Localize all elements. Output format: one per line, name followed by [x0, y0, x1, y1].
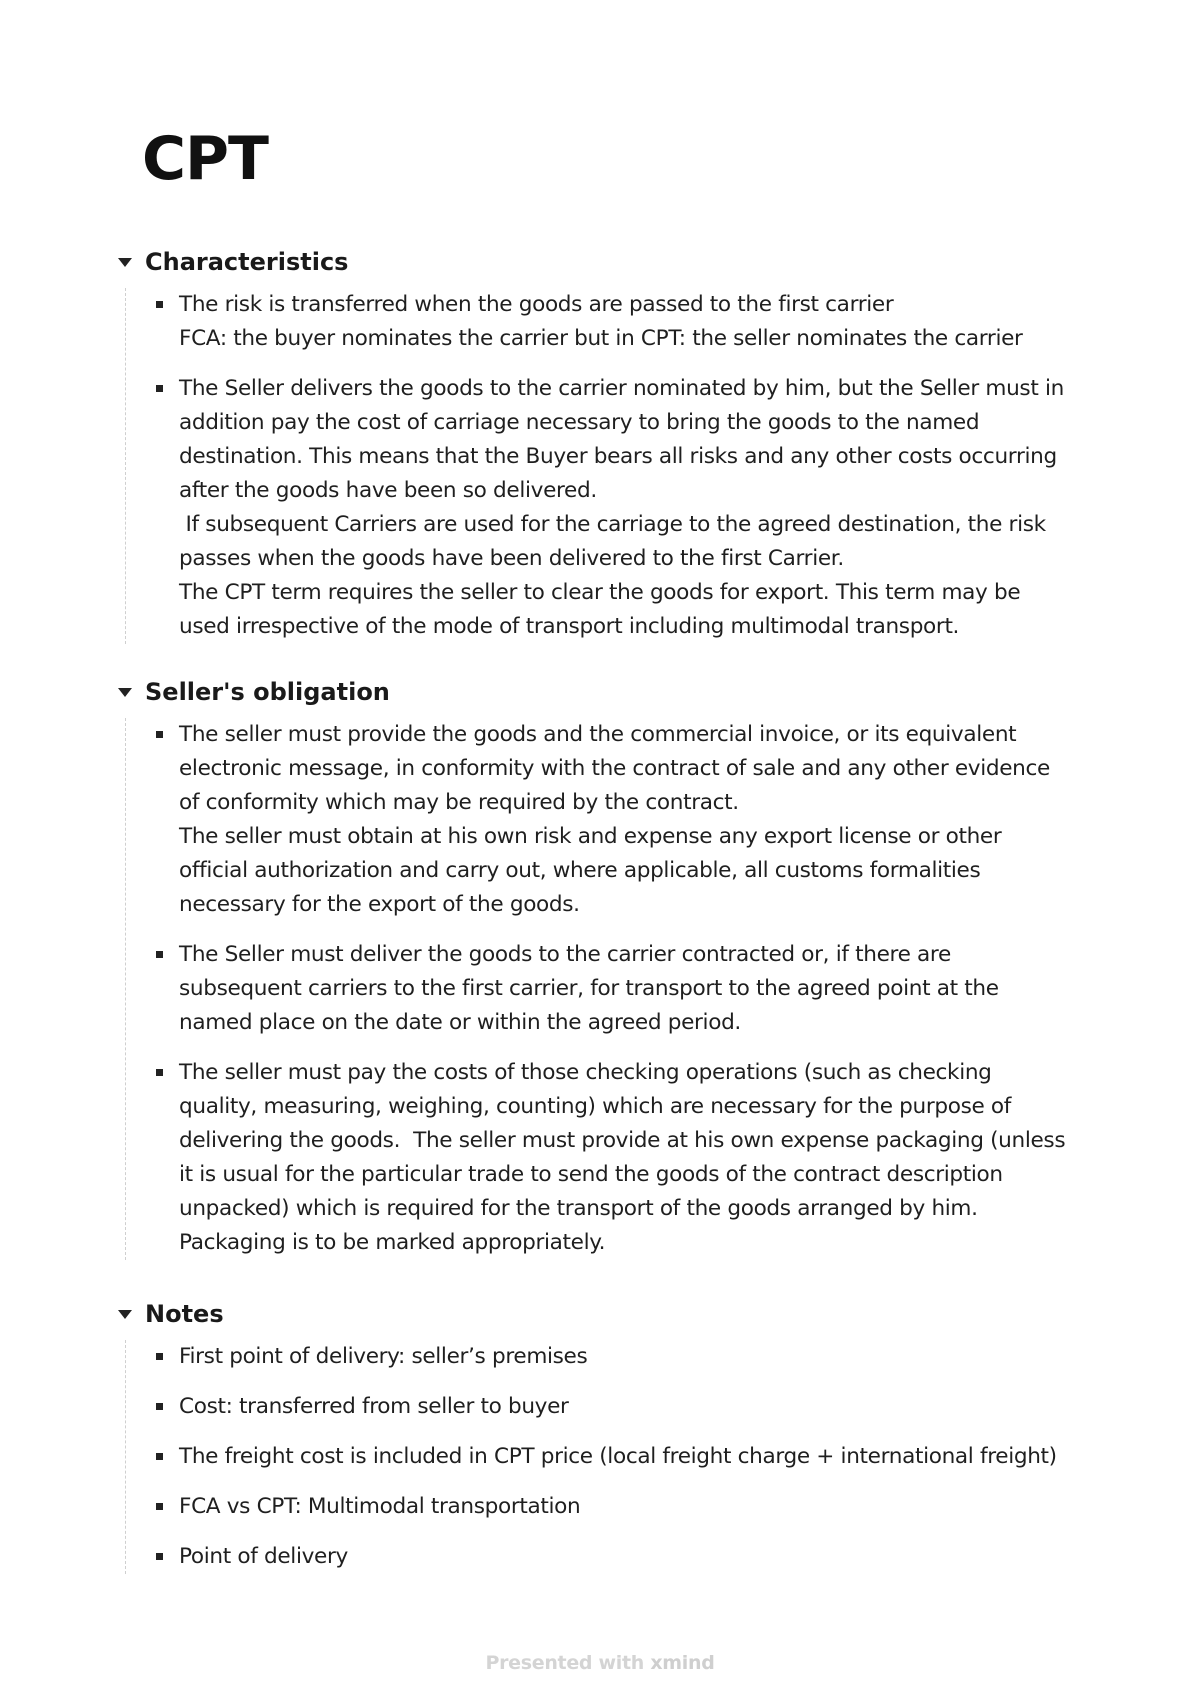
square-bullet-icon — [156, 1353, 163, 1360]
square-bullet-icon — [156, 1553, 163, 1560]
list-item-text: First point of delivery: seller’s premises — [179, 1344, 588, 1369]
caret-down-icon[interactable] — [118, 1310, 132, 1319]
list-item — [156, 1440, 1068, 1474]
list-item-text: The Seller delivers the goods to the carrier nominated by him, but the Seller must in addition pay the cost of carriage necessary to bring the goods to the named destination. This means that the Buyer bears all risks and any other costs occurring after the goods have been so delivered. If subsequent Carriers are used for the carriage to the agreed destination, the risk passes when the goods have been delivered to the first Carrier. The CPT term requires the seller to clear the goods for export. This term may be used irrespective of the mode of transport including multimodal transport. — [179, 376, 1064, 639]
list-item-text: The freight cost is included in CPT price (local freight charge + international freight) — [179, 1444, 1057, 1469]
square-bullet-icon — [156, 1403, 163, 1410]
footer-watermark — [0, 1652, 1200, 1674]
list-item — [156, 1390, 1068, 1424]
section-items — [125, 718, 1072, 1260]
brand-logo: xmind — [650, 1652, 715, 1674]
caret-down-icon[interactable] — [118, 258, 132, 267]
section-title: Notes — [145, 1300, 224, 1328]
list-item — [156, 938, 1068, 1040]
list-item — [156, 1340, 1068, 1374]
list-item-text: Point of delivery — [179, 1544, 348, 1569]
square-bullet-icon — [156, 385, 163, 392]
section-header[interactable] — [118, 674, 1068, 710]
list-item — [156, 1056, 1072, 1260]
list-item-text: FCA vs CPT: Multimodal transportation — [179, 1494, 581, 1519]
list-item-text: Cost: transferred from seller to buyer — [179, 1394, 569, 1419]
list-item-text: The risk is transferred when the goods are passed to the first carrier FCA: the buyer nominates the carrier but in CPT: the seller nominates the carrier — [179, 292, 1023, 351]
list-item-text: The seller must pay the costs of those checking operations (such as checking quality, measuring, weighing, counting) which are necessary for the purpose of delivering the goods. The seller must provide at his own expense packaging (unless it is usual for the particular trade to send the goods of the contract description unpacked) which is required for the transport of the goods arranged by him. Packaging is to be marked appropriately. — [179, 1060, 1072, 1255]
square-bullet-icon — [156, 1503, 163, 1510]
section-header[interactable] — [118, 244, 1068, 280]
square-bullet-icon — [156, 1069, 163, 1076]
list-item-text: The Seller must deliver the goods to the carrier contracted or, if there are subsequent carriers to the first carrier, for transport to the agreed point at the named place on the date or within the agreed period. — [179, 942, 1006, 1035]
section-items — [125, 1340, 1068, 1574]
list-item — [156, 718, 1068, 922]
square-bullet-icon — [156, 731, 163, 738]
section-sellers-obligation — [118, 674, 1072, 1260]
section-notes — [118, 1296, 1068, 1574]
list-item — [156, 1540, 1068, 1574]
section-title: Seller's obligation — [145, 678, 390, 706]
section-header[interactable] — [118, 1296, 1068, 1332]
list-item — [156, 288, 1068, 356]
section-characteristics — [118, 244, 1068, 644]
square-bullet-icon — [156, 301, 163, 308]
section-title: Characteristics — [145, 248, 349, 276]
list-item — [156, 372, 1068, 644]
section-items — [125, 288, 1068, 644]
square-bullet-icon — [156, 951, 163, 958]
caret-down-icon[interactable] — [118, 688, 132, 697]
list-item-text: The seller must provide the goods and the commercial invoice, or its equivalent electronic message, in conformity with the contract of sale and any other evidence of conformity which may be required by the contract. The seller must obtain at his own risk and expense any export license or other official authorization and carry out, where applicable, all customs formalities necessary for the export of the goods. — [179, 722, 1050, 917]
square-bullet-icon — [156, 1453, 163, 1460]
list-item — [156, 1490, 1068, 1524]
footer-prefix: Presented with — [485, 1652, 651, 1674]
page-title: CPT — [142, 124, 268, 194]
